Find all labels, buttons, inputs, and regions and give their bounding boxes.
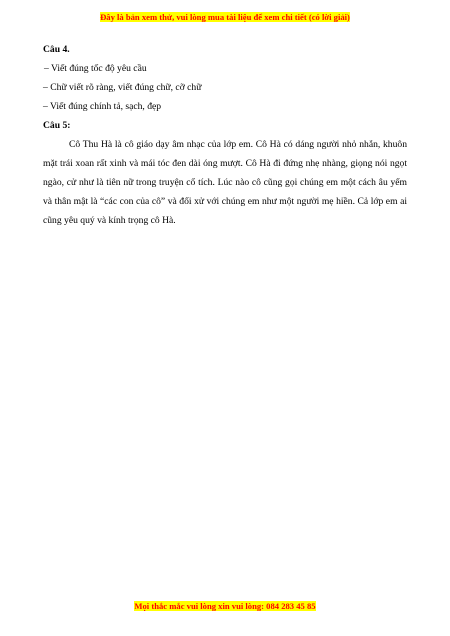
preview-notice-text: Đây là bản xem thử, vui lòng mua tài liệu để xem chi tiết (có lời giải) (100, 12, 350, 22)
contact-footer-text: Mọi thắc mắc vui lòng xin vui lòng: 084 283 45 85 (134, 601, 316, 611)
contact-footer-banner (0, 601, 450, 612)
question-4-item-1: – Viết đúng tốc độ yêu cầu (44, 63, 147, 74)
question-5-heading: Câu 5: (43, 120, 71, 131)
question-5-paragraph: Cô Thu Hà là cô giáo dạy âm nhạc của lớp em. Cô Hà có dáng người nhỏ nhắn, khuôn mặt trái xoan rất xinh và mái tóc đen dài óng mượt. Cô Hà đi đứng nhẹ nhàng, giọng nói ngọt ngào, cử như là tiên nữ trong truyện cổ tích. Lúc nào cô cũng gọi chúng em một cách âu yếm và thân mật là “các con của cô” và đối xử với chúng em như một người mẹ hiền. Cả lớp em ai cũng yêu quý và kính trọng cô Hà. (43, 139, 407, 226)
question-4-item-2: – Chữ viết rõ ràng, viết đúng chữ, cỡ chữ (43, 82, 202, 93)
document-body (43, 40, 407, 230)
question-4-item-3: – Viết đúng chính tả, sạch, đẹp (43, 101, 162, 112)
question-4-heading: Câu 4. (43, 44, 70, 55)
preview-notice-banner (0, 12, 450, 23)
